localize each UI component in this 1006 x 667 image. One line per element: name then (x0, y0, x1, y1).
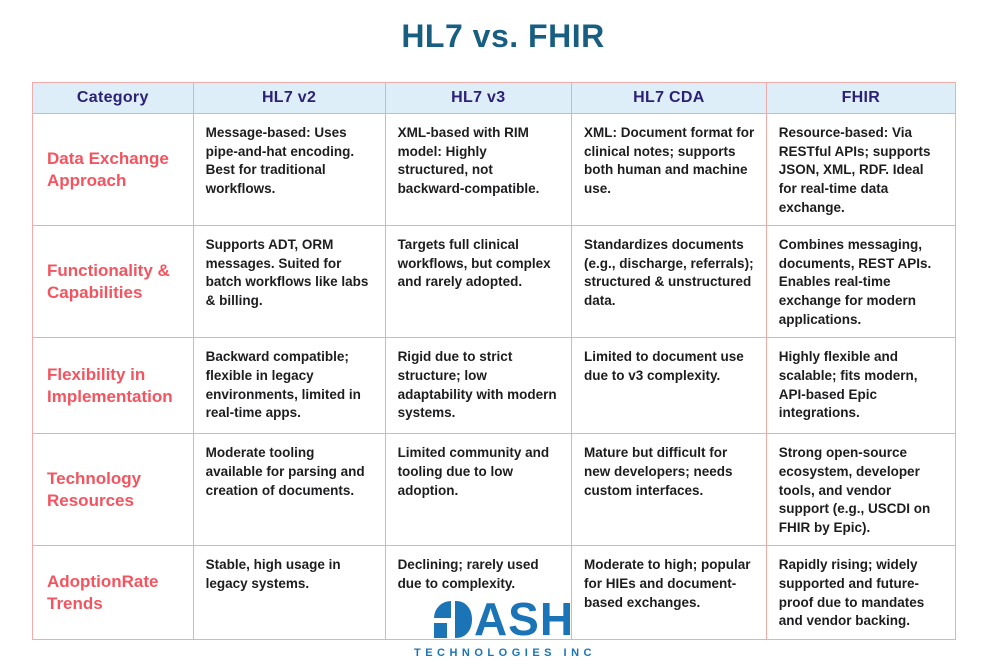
table-row-technology (33, 434, 956, 546)
dash-logo-letters: ASH (473, 593, 575, 645)
table-cell: Mature but difficult for new developers; needs custom interfaces. (572, 434, 767, 546)
table-row-data-exchange (33, 114, 956, 226)
category-cell: Technology Resources (33, 434, 194, 546)
category-cell: Functionality & Capabilities (33, 226, 194, 338)
table-cell: Targets full clinical workflows, but complex and rarely adopted. (385, 226, 571, 338)
table-cell: Message-based: Uses pipe-and-hat encoding. Best for traditional workflows. (193, 114, 385, 226)
table-cell: Rapidly rising; widely supported and future-proof due to mandates and vendor backing. (766, 546, 955, 640)
column-header-hl7v3: HL7 v3 (385, 83, 571, 114)
table-cell: Resource-based: Via RESTful APIs; supports JSON, XML, RDF. Ideal for real-time data exchange. (766, 114, 955, 226)
category-cell: AdoptionRate Trends (33, 546, 194, 640)
dash-logo-subtext: TECHNOLOGIES INC (413, 647, 596, 659)
category-cell: Data Exchange Approach (33, 114, 194, 226)
category-cell: Flexibility in Implementation (33, 338, 194, 434)
table-cell: Combines messaging, documents, REST APIs. Enables real-time exchange for modern applications. (766, 226, 955, 338)
table-cell: Standardizes documents (e.g., discharge, referrals); structured & unstructured data. (572, 226, 767, 338)
header-row (33, 83, 956, 114)
table-cell: Declining; rarely used due to complexity. (385, 546, 571, 640)
table-cell: Supports ADT, ORM messages. Suited for batch workflows like labs & billing. (193, 226, 385, 338)
table-row-flexibility (33, 338, 956, 434)
comparison-table (32, 82, 956, 645)
table-cell: Backward compatible; flexible in legacy environments, limited in real-time apps. (193, 338, 385, 434)
table-cell: Highly flexible and scalable; fits modern, API-based Epic integrations. (766, 338, 955, 434)
dash-logo-wordmark (432, 593, 575, 645)
column-header-category: Category (33, 83, 194, 114)
column-header-fhir: FHIR (766, 83, 955, 114)
table-cell: XML: Document format for clinical notes; supports both human and machine use. (572, 114, 767, 226)
table-cell: Rigid due to strict structure; low adaptability with modern systems. (385, 338, 571, 434)
table-cell: XML-based with RIM model: Highly structured, not backward-compatible. (385, 114, 571, 226)
table-cell: Strong open-source ecosystem, developer tools, and vendor support (e.g., USCDI on FHIR by Epic). (766, 434, 955, 546)
column-header-hl7cda: HL7 CDA (572, 83, 767, 114)
table-cell: Moderate to high; popular for HIEs and document-based exchanges. (572, 546, 767, 640)
table-row-functionality (33, 226, 956, 338)
dash-logo-d-icon (432, 599, 472, 641)
comparison-table-wrapper (32, 82, 956, 645)
column-header-hl7v2: HL7 v2 (193, 83, 385, 114)
table-cell: Stable, high usage in legacy systems. (193, 546, 385, 640)
table-cell: Moderate tooling available for parsing and creation of documents. (193, 434, 385, 546)
page-title: HL7 vs. FHIR (401, 18, 605, 54)
table-cell: Limited community and tooling due to low adoption. (385, 434, 571, 546)
table-cell: Limited to document use due to v3 complexity. (572, 338, 767, 434)
